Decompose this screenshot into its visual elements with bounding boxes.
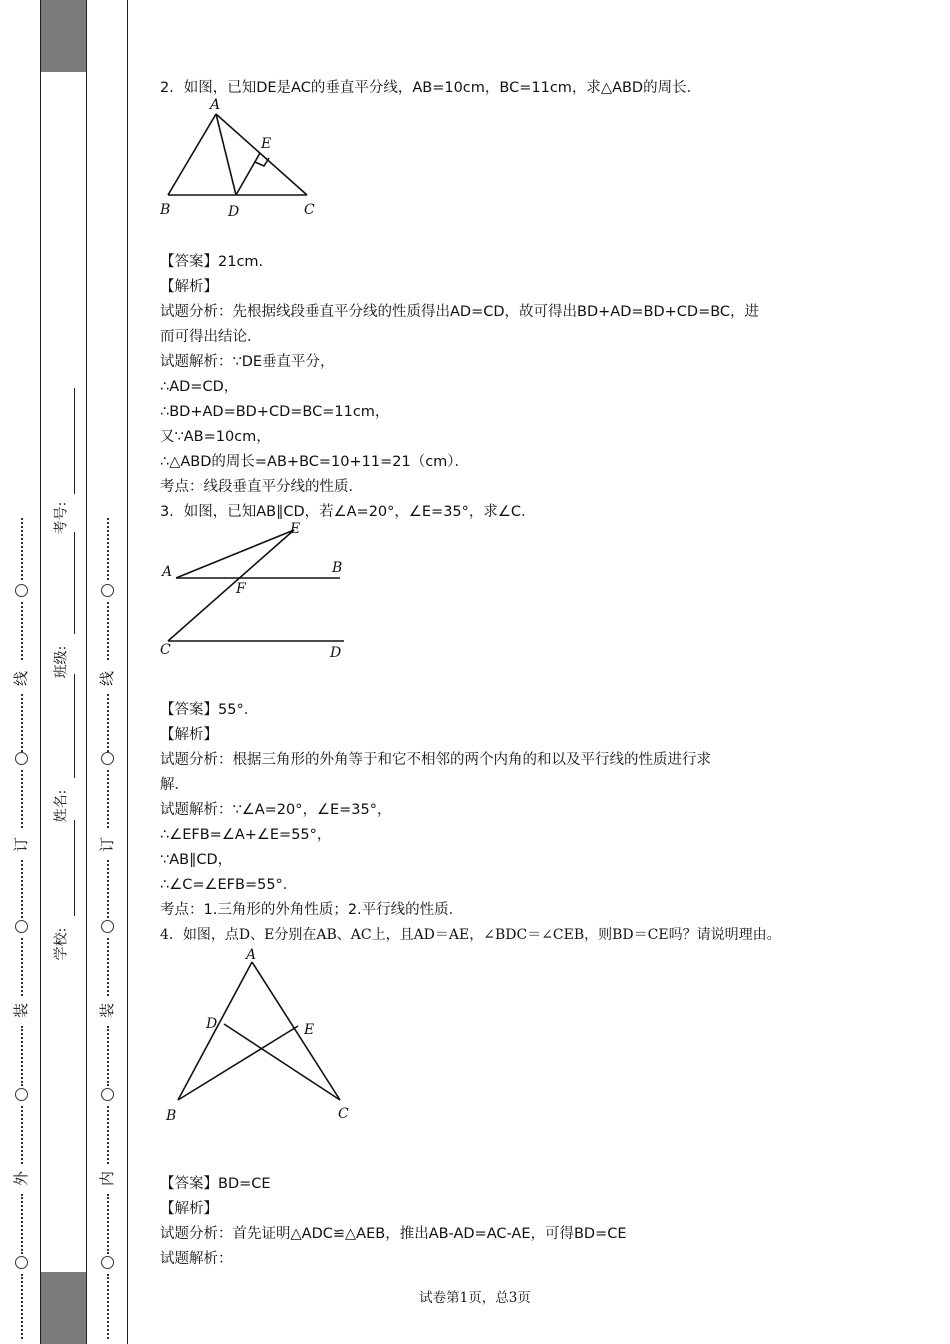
margin-line-1 xyxy=(40,0,41,1344)
inner-label-ding: 订 xyxy=(98,836,117,853)
seg-AB xyxy=(168,114,216,195)
field-banji-label: 班级: xyxy=(53,645,70,679)
label-D: D xyxy=(330,645,342,661)
label-A: A xyxy=(246,947,257,963)
label-B: B xyxy=(166,1108,177,1124)
q4-figure xyxy=(160,942,360,1127)
dotted-line xyxy=(107,1026,109,1086)
q2-point-note: 考点：线段垂直平分线的性质． xyxy=(160,479,363,495)
dotted-line xyxy=(21,602,23,660)
q2-step: 试题解析：∵DE垂直平分， xyxy=(160,354,335,370)
dotted-line xyxy=(107,1106,109,1164)
circle-mark xyxy=(101,920,114,933)
outer-label-zhuang: 装 xyxy=(12,1002,31,1019)
circle-mark xyxy=(101,584,114,597)
outer-label-ding: 订 xyxy=(12,836,31,853)
dotted-line xyxy=(107,860,109,918)
outer-label-wai: 外 xyxy=(12,1170,31,1187)
q2-step: ∴BD+AD=BD+CD=BC=11cm， xyxy=(160,404,390,420)
margin-line-2 xyxy=(86,0,87,1344)
inner-label-nei: 内 xyxy=(98,1170,117,1187)
q2-answer: 【答案】21cm. xyxy=(160,254,264,270)
field-banji-underline[interactable] xyxy=(74,532,75,634)
dotted-line xyxy=(107,694,109,752)
circle-mark xyxy=(15,1088,28,1101)
field-xingming-underline[interactable] xyxy=(74,674,75,778)
q3-analysis-label: 【解析】 xyxy=(160,727,218,743)
q2-step: ∴AD=CD， xyxy=(160,379,239,395)
circle-mark xyxy=(15,920,28,933)
q2-analysis-text: 试题分析：先根据线段垂直平分线的性质得出AD=CD，故可得出BD+AD=BD+CD=BC，进 xyxy=(160,304,760,320)
dotted-line xyxy=(107,770,109,828)
dotted-line xyxy=(21,938,23,996)
dotted-line xyxy=(21,1274,23,1339)
label-A: A xyxy=(210,98,221,113)
dotted-line xyxy=(21,518,23,580)
margin-gray-bottom xyxy=(41,1272,86,1344)
q3-analysis-text-cont: 解． xyxy=(160,777,189,793)
outer-label-line: 线 xyxy=(12,670,31,687)
dotted-line xyxy=(107,518,109,580)
dotted-line xyxy=(21,770,23,828)
dotted-line xyxy=(107,1274,109,1339)
dotted-line xyxy=(21,1194,23,1254)
label-E: E xyxy=(261,136,272,152)
field-xuexiao-underline[interactable] xyxy=(74,820,75,916)
field-kaohao-underline[interactable] xyxy=(74,388,75,494)
q3-step: 试题解析：∵∠A=20°，∠E=35°， xyxy=(160,802,392,818)
field-xingming-label: 姓名: xyxy=(53,789,70,823)
q2-question: 2．如图，已知DE是AC的垂直平分线，AB=10cm，BC=11cm，求△ABD的周长． xyxy=(160,80,702,96)
q4-analysis-text-cont: 试题解析： xyxy=(160,1251,233,1267)
q2-analysis-label: 【解析】 xyxy=(160,279,218,295)
q3-step: ∴∠C=∠EFB=55°． xyxy=(160,877,298,893)
q2-figure xyxy=(160,98,330,220)
q3-analysis-text: 试题分析：根据三角形的外角等于和它不相邻的两个内角的和以及平行线的性质进行求 xyxy=(160,752,711,768)
q3-question: 3．如图，已知AB∥CD，若∠A=20°，∠E=35°，求∠C． xyxy=(160,504,536,520)
seg-AC xyxy=(252,962,340,1100)
binding-margin xyxy=(0,0,130,1344)
q4-question: 4．如图，点D、E分别在AB、AC上，且AD＝AE，∠BDC＝∠CEB，则BD＝CE吗？请说明理由。 xyxy=(160,927,781,943)
circle-mark xyxy=(15,1256,28,1269)
margin-gray-top xyxy=(41,0,86,72)
q3-point-note: 考点：1.三角形的外角性质；2.平行线的性质． xyxy=(160,902,464,918)
dotted-line xyxy=(21,860,23,918)
label-D: D xyxy=(206,1016,218,1032)
circle-mark xyxy=(101,1088,114,1101)
label-A: A xyxy=(162,564,173,580)
dotted-line xyxy=(107,602,109,660)
field-kaohao-label: 考号: xyxy=(53,501,70,535)
dotted-line xyxy=(21,1106,23,1164)
q4-analysis-text: 试题分析：首先证明△ADC≌△AEB，推出AB-AD=AC-AE，可得BD=CE xyxy=(160,1226,627,1242)
q3-step: ∴∠EFB=∠A+∠E=55°， xyxy=(160,827,332,843)
label-B: B xyxy=(160,202,171,218)
margin-line-3 xyxy=(127,0,128,1344)
q4-answer: 【答案】BD=CE xyxy=(160,1176,271,1192)
seg-EB xyxy=(178,1026,298,1100)
label-C: C xyxy=(304,202,315,218)
dotted-line xyxy=(107,1194,109,1254)
q3-answer: 【答案】55°． xyxy=(160,702,259,718)
label-B: B xyxy=(332,560,343,576)
label-C: C xyxy=(160,642,171,658)
circle-mark xyxy=(15,584,28,597)
label-C: C xyxy=(338,1106,349,1122)
inner-label-zhuang: 装 xyxy=(98,1002,117,1019)
inner-label-line: 线 xyxy=(98,670,117,687)
q3-figure xyxy=(160,518,360,663)
label-F: F xyxy=(236,581,246,597)
q2-analysis-text-cont: 而可得出结论． xyxy=(160,329,262,345)
circle-mark xyxy=(101,1256,114,1269)
q4-analysis-label: 【解析】 xyxy=(160,1201,218,1217)
seg-AC xyxy=(216,114,307,195)
dotted-line xyxy=(21,1026,23,1086)
seg-AD xyxy=(216,114,236,195)
q2-step: 又∵AB=10cm， xyxy=(160,429,271,445)
q2-step: ∴△ABD的周长=AB+BC=10+11=21（cm）． xyxy=(160,454,470,470)
page-footer: 试卷第1页，总3页 xyxy=(419,1290,531,1306)
q3-step: ∵AB∥CD， xyxy=(160,852,233,868)
seg-AE xyxy=(176,530,294,578)
label-E: E xyxy=(290,521,301,537)
field-xuexiao-label: 学校: xyxy=(53,927,70,961)
label-D: D xyxy=(228,204,240,220)
circle-mark xyxy=(15,752,28,765)
dotted-line xyxy=(21,694,23,752)
seg-DE xyxy=(236,153,260,195)
dotted-line xyxy=(107,938,109,996)
seg-EC xyxy=(168,530,294,641)
circle-mark xyxy=(101,752,114,765)
label-E: E xyxy=(304,1022,315,1038)
